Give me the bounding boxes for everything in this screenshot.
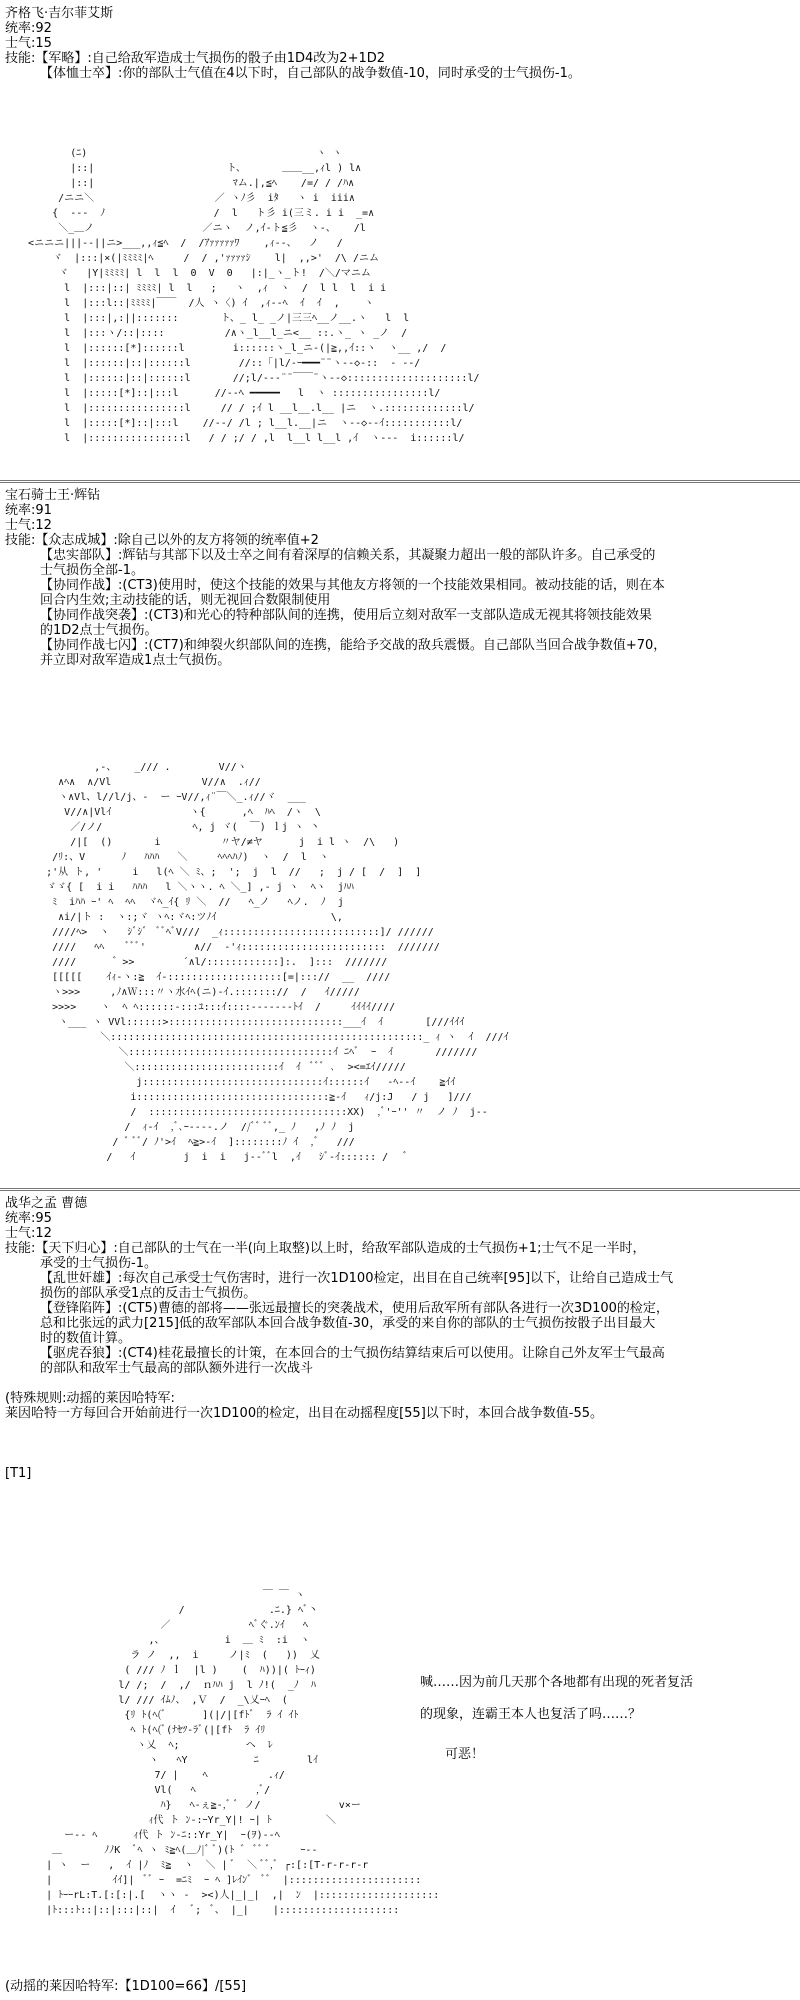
skill-line: 的1D2点士气损伤。 xyxy=(40,623,158,638)
general-command-stat: 统率:91 xyxy=(5,503,52,518)
dialogue-line: 喊……因为前几天那个各地都有出现的死者复活 xyxy=(420,1675,694,1690)
section-divider xyxy=(0,1188,800,1191)
general-name: 战华之孟 曹德 xyxy=(5,1196,88,1211)
skill-line: 【驱虎吞狼】:(CT4)桂花最擅长的计策，在本回合的士气损伤结算结束后可以使用。让除自己外友军士气最高 xyxy=(40,1346,665,1361)
ascii-art-kircheis: (ﾆ) ヽ ヽ |::| ト、 ＿＿__,ｨl ) l∧ |::| ﾏム.|,≦ﾍ /=/ / /ﾊ∧ /ニニ＼ ／ ヽﾉ彡 iﾀ ヽ i iii∧ { --- ﾉ / l ト彡 i(三ミ. i i _=∧ ＼_＿ノ ／ニヽ ノ,ｲ-ト≦彡 ヽ-、 /l <ニニニ|||--||ニ>___,,ｨ≦ﾍ / /ｱｧｧｧｧｧﾜ ,ｨ--、 ノ / ヾ |:::|×(|ﾐﾐﾐﾐ|ﾍ / / ,'ｧｧｧｧｼ l| ,,>' /\ /ニム ヾ |Y|ﾐﾐﾐﾐ| l l l 0 V 0 |:|_ヽ_ト! /＼/マニム l |:::|::| ﾐﾐﾐﾐ| l l ; ヽ ,ｨ ヽ / l l l i i l |:::l::|ﾐﾐﾐﾐ|￣￣ /人 ヽ〈) ｲ ,ｨ--ﾍ ｲ ｲ , ヽ l |:::|,:||::::::: ト、_ l_ _ノ|三三ﾍ__ノ__.ヽ l l l |:::ヽ/::|:::: /∧ヽ_l__l_ニ<__ ::.ヽ_ ヽ _ノ / l |::::::[*]::::::l i::::::ヽ_l_ニ-(|≧,,ｲ::ヽ ヽ__ ,/ / l |::::::|::|::::::l //::「|l/-ｰ━━━¨¨ヽ--◇-:: ‐ -‐/ l |::::::|::|::::::l //;l/---¨¨￣￣¨ヽ--◇::::::::::::::::::::l/ l |:::::[*]::|:::l //--ﾍ ━━━━━ l ヽ ::::::::::::::::l/ l |::::::::::::::::l // / ;ｲ l __l__.l__ |ニ ヽ.:::::::::::::l/ l |:::::[*]::|:::l //--/ /l ; l__l.__|ニ ヽ--◇--ｲ:::::::::::l/ l |::::::::::::::::l / / ;/ / ,l l__l l__l ,ｲ ヽ--- i::::::l/ xyxy=(28,148,480,444)
skill-line: 【乱世奸雄】:每次自己承受士气伤害时，进行一次1D100检定，出目在自己统率[95]以下，让给自己造成士气 xyxy=(40,1271,674,1286)
skill-line: 损伤的部队承受1点的反击士气损伤。 xyxy=(40,1286,257,1301)
skill-line: 的部队和敌军士气最高的部队额外进行一次战斗 xyxy=(40,1361,314,1376)
skill-line: 士气损伤全部-1。 xyxy=(40,563,144,578)
skill-line: 【协同作战突袭】:(CT3)和光心的特种部队间的连携，使用后立刻对敌军一支部队造成无视其将领技能效果 xyxy=(40,608,652,623)
skill-line: 【体恤士卒】:你的部队士气值在4以下时，自己部队的战争数值-10，同时承受的士气损伤-1。 xyxy=(40,66,581,81)
skill-line: 回合内生效;主动技能的话，则无视回合数限制使用 xyxy=(40,593,331,608)
skill-line: 【忠实部队】:辉钻与其部下以及士卒之间有着深厚的信赖关系，其凝聚力超出一般的部队许多。自己承受的 xyxy=(40,548,656,563)
general-command-stat: 统率:92 xyxy=(5,21,52,36)
general-morale-stat: 士气:12 xyxy=(5,1226,52,1241)
skill-line: 总和比张远的武力[215]低的敌军部队本回合战争数值-30，承受的来自你的部队的士气损伤按骰子出目最大 xyxy=(40,1316,656,1331)
dialogue-line: 的现象，连霸王本人也复活了吗……？ xyxy=(420,1707,642,1722)
dialogue-line: 可恶！ xyxy=(445,1747,485,1762)
general-name: 宝石骑士王·辉钻 xyxy=(5,488,101,503)
dice-roll-footer: (动摇的莱因哈特军:【1D100=66】/[55] xyxy=(5,1979,247,1994)
general-name: 齐格飞·吉尔菲艾斯 xyxy=(5,6,114,21)
skill-line: 技能:【天下归心】:自己部队的士气在一半(向上取整)以上时，给敌军部队造成的士气损伤+1;士气不足一半时， xyxy=(5,1241,646,1256)
skill-line: 并立即对敌军造成1点士气损伤。 xyxy=(40,653,231,668)
skill-line: 技能:【众志成城】:除自己以外的友方将领的统率值+2 xyxy=(5,533,319,548)
special-rule-title: (特殊规则:动摇的莱因哈特军: xyxy=(5,1391,175,1406)
skill-line: 【协同作战】:(CT3)使用时，使这个技能的效果与其他友方将领的一个技能效果相同。被动技能的话，则在本 xyxy=(40,578,665,593)
skill-line: 技能:【军略】:自己给敌军造成士气损伤的骰子由1D4改为2+1D2 xyxy=(5,51,386,66)
turn-label: [T1] xyxy=(5,1466,32,1481)
skill-line: 【登锋陷阵】:(CT5)曹德的部将——张远最擅长的突袭战术，使用后敌军所有部队各进行一次3D100的检定， xyxy=(40,1301,669,1316)
skill-line: 【协同作战七闪】:(CT7)和绅裂火织部队间的连携，能给予交战的敌兵震慑。自己部队当回合战争数值+70， xyxy=(40,638,667,653)
section-divider xyxy=(0,480,800,483)
special-rule-text: 莱因哈特一方每回合开始前进行一次1D100的检定，出目在动摇程度[55]以下时，本回合战争数值-55。 xyxy=(5,1406,604,1421)
general-morale-stat: 士气:12 xyxy=(5,518,52,533)
general-morale-stat: 士气:15 xyxy=(5,36,52,51)
general-command-stat: 统率:95 xyxy=(5,1211,52,1226)
skill-line: 时的数值计算。 xyxy=(40,1331,132,1346)
ascii-art-huizuan: ,-、 _/// . V//ヽ ∧ﾍ∧ ∧/Vl V//∧ .ｨ// ヽ∧Vl、l//l/j、- ー ｰV//,ｨ¨￣＼_.ｨ//ヾ ___ V//∧|Vlｲ ヽ{ ,ﾍ ﾊﾍ /ヽ \ ／/ノ/ ﾍ, j ヾ( ￣) ｌj ヽ 丶 /|[ () i 〃ヤ/≠ヤ j i l ヽ /\ ) /ﾘ:、V ﾉ ﾊﾊﾊ ＼ ﾍﾍﾍﾊﾉ) ヽ / l ヽ ;'从 ト, ' i l(ﾍ ＼ ﾐ、; '; j l // ; j / [ / ] ] ゞゞ{ [ i i ﾊﾊﾊ l ＼ヽヽ. ﾍ ＼_] ,- j ヽ ﾍヽ jﾊﾊ ﾐ iﾊﾊ ｰ' ﾍ ﾍﾍ ヾﾍ_ｲ{ ﾘ ＼ // ﾍ_ノ ﾍノ. ﾉ j ∧i/|ト : ヽ:;ヾ ヽﾍ:ヾﾍ:ツﾉｲ \, ////ﾍ> ヽ ｼﾞｼﾞ ﾞﾞﾍﾞV/// _ｨ::::::::::::::::::::::::::]/ ////// //// ﾍﾍ ﾞﾞﾞ' ∧// ‐'ｨ:::::::::::::::::::::::: /////// //// ゛>> ´∧l/::::::::::::]:. ]::: /////// [[[[[ ｲｨ‐ヽ:≧ ｲ-:::::::::::::::::::[=|:::// __ //// ヽ>>> ,ﾉ∧Ｗ:::〃ヽ水ｲﾍ(ニ)-ｲ.:::::::// / ｲ///// >>>> ヽ ﾍ ﾍ::::::-:::ﾕ:::ｲ::::-------ﾄｲ / ｲｲｲｲ//// ヽ___ ヽ VVl::::::>:::::::::::::::::::::::::::::___ｲ ｲ [///ｲｲｲ ＼::::::::::::::::::::::::::::::::::::::::::::::::::::_ ｨ ヽ ｲ ///ｲ ＼::::::::::::::::::::::::::::::::::ｲ ﾆﾍﾞ ｰ ｲ /////// ＼::::::::::::::::::::::::ｲ ｲ ﾞﾞﾞ ､ ><=ｴｲ///// j::::::::::::::::::::::::::::::ｲ::::::ｲ ‐ﾍ--ｲ ≧ｲｲ i::::::::::::::::::::::::::::::::≧-ｲ ｨ/j:J / j ]/// / :::::::::::::::::::::::::::::::::XX) ,ﾞ'ｰ'' 〃 ノ ﾉ j-- / ｨ-ｲ ,ﾞ､ｰ----.ノ //ﾞﾞ ﾞﾞ,_ ﾉ ,ﾉ ﾉ j / ﾞ ﾞﾞ/ ﾉ'>ｲ ﾍ≧>-ｲ ]::::::::ﾉ ｲ ,ﾞ /// / ｲ j i i j--ﾞﾞl ,ｲ ｼﾞ-ｲ:::::: / ﾞ xyxy=(46,762,509,1163)
skill-line: 承受的士气损伤-1。 xyxy=(40,1256,157,1271)
ascii-art-reinhard: ￣ ￣ ヽ / .ﾆ.} ﾍﾞ丶 ／ ﾍﾞぐ.ﾝｲ ﾍ ,、 i ＿ ﾐ :i ヽ ラ ノ ,, i ノ|ﾐ ( )) 乂 ( /// ﾉ ｌ |l ) ( ﾊ))|( ﾄｰｨ) l/ /; / ,/ ｎﾊﾊ j l ﾉ!( _ﾉ ﾊ l/ /// ｲﾑﾉ、 ,Ｖ / _\乂ｰﾍ ( {ﾘ ﾄ(ﾍ(ﾞ ](|/|[fﾄﾞ ﾗ ｲ ｲﾄ ﾍ ﾄ(ﾍ(ﾞ(ﾅｾﾂ-ﾗﾞ(|[fﾄ ﾗ ｲﾘ ヽ乂 ﾍ; ヘ ﾚ ヽ ﾍY ﾆ lｲ 7/ | ﾍ .ｨ/ Vl( ﾍ ,ﾞ/ ﾊ} ﾍ-ぇ≧-,ﾞ ﾞ ノ/ v×ー ｨ代 ト ﾝ-:ｰYr_Y|! ｰ| ﾄ ＼ ー-- ﾍ ｨ代 ト ﾝ-ﾆ::Yr_Y| ｰ(ｦ)--ﾍ ＿ ﾉﾉK ﾞﾍ ヽ ﾐ≧ﾍ(＿ﾉ|ﾞ ﾞ)(ﾄ ゛ ﾞﾞ ﾞ ｰ-- | ヽ ー , ｲ |ﾉ ﾐ≧ ヽ ＼ | ﾞ ＼ ﾞﾞ,ﾞ ┌:[:[T-r-r-r-r | ｲｲ]| ﾞﾞ ｰ =ﾆﾐ ｰ ﾍ ]ﾚｲﾝﾞ ﾞﾞ |:::::::::::::::::::::: | ﾄｰｰrL:T.[:[:|.[ ヽヽ - ><)人|_|_| ,| ﾝ |:::::::::::::::::::: |ﾄ:::ﾄ::|::|:::|::| ｲ ﾞ; ﾞ、 |_| |:::::::::::::::::::: xyxy=(46,1590,440,1916)
